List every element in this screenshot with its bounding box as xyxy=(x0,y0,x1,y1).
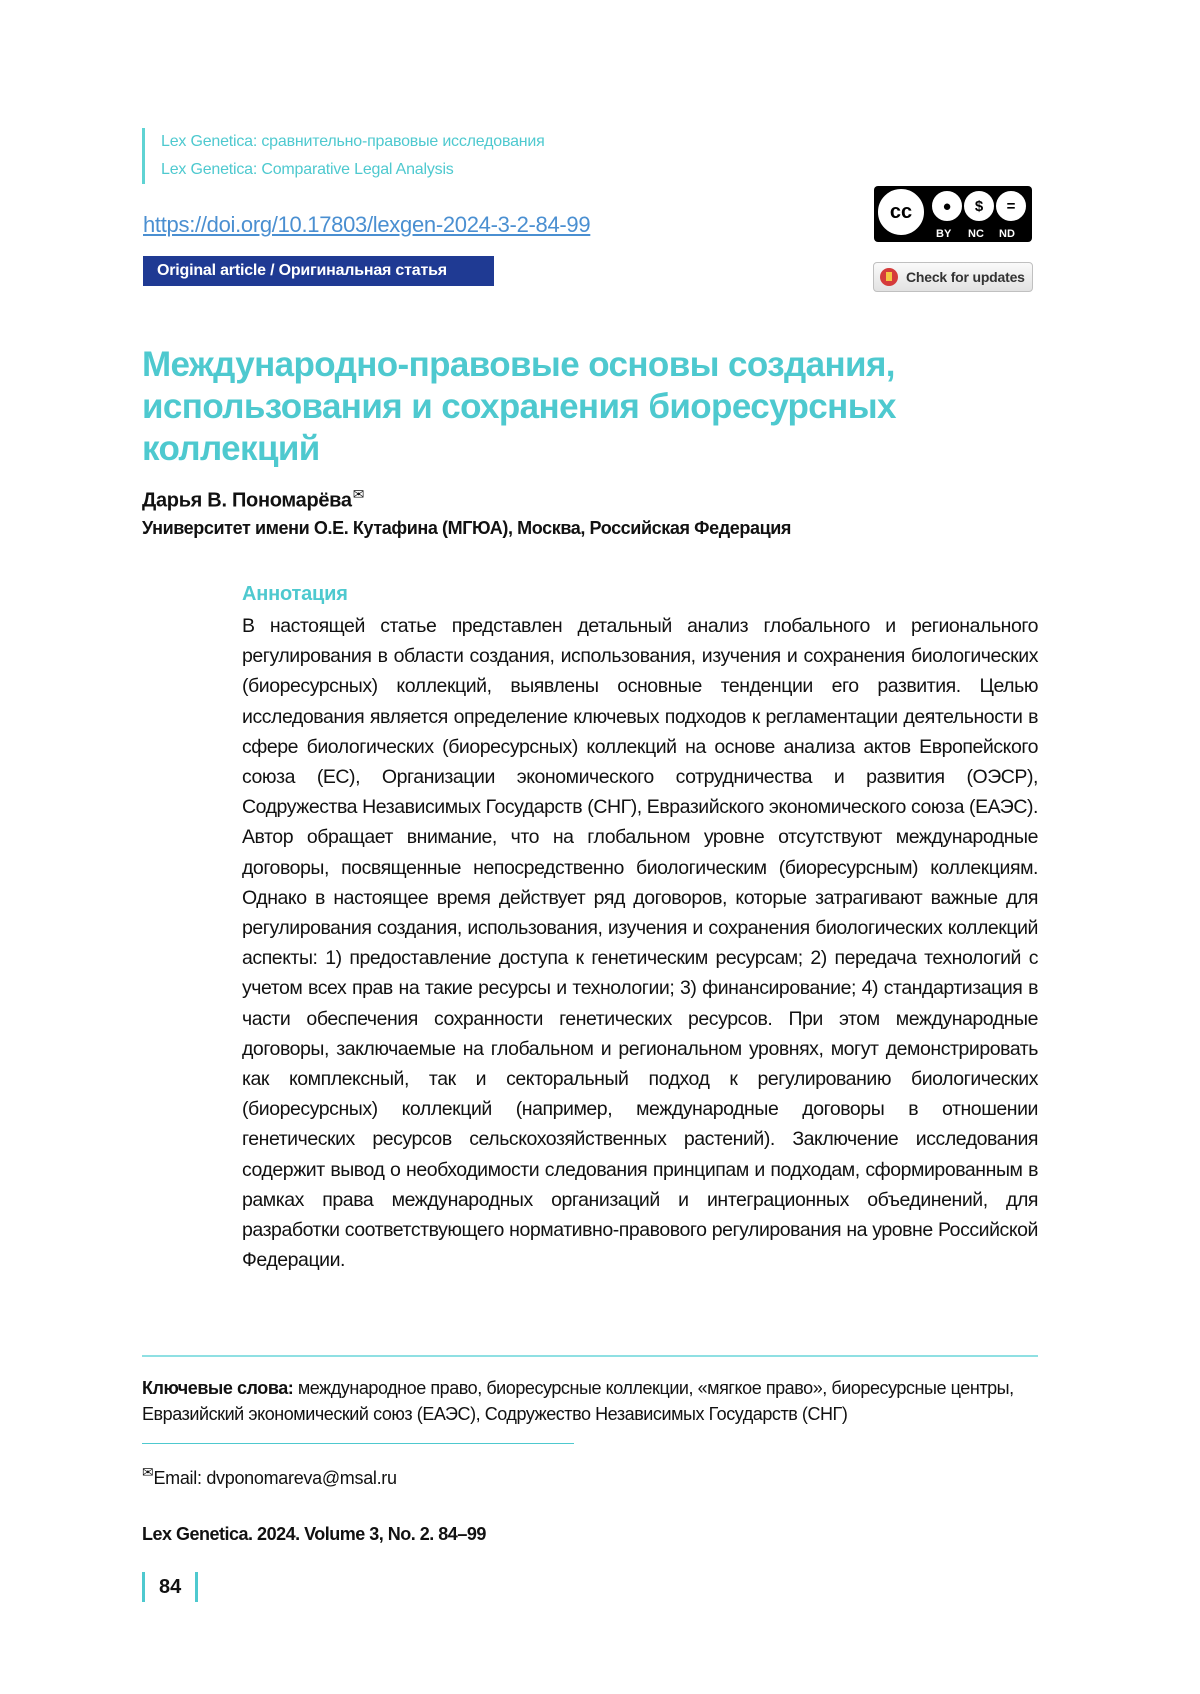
check-for-updates-label: Check for updates xyxy=(906,269,1025,285)
author xyxy=(142,486,364,513)
cc-license-badge[interactable] xyxy=(874,186,1032,242)
keywords-label: Ключевые слова: xyxy=(142,1378,294,1398)
email-address[interactable]: Email: dvponomareva@msal.ru xyxy=(153,1468,397,1488)
license-nc: NC xyxy=(968,228,984,240)
citation: Lex Genetica. 2024. Volume 3, No. 2. 84–99 xyxy=(142,1524,486,1544)
article-type-banner: Original article / Оригинальная статья xyxy=(143,256,494,286)
check-for-updates-button[interactable] xyxy=(873,262,1033,292)
envelope-icon: ✉ xyxy=(352,486,365,502)
cc-icon: cc xyxy=(878,189,924,235)
article-title: Международно-правовые основы создания, использования и сохранения биоресурсных коллекций xyxy=(142,345,896,468)
doi-link[interactable]: https://doi.org/10.17803/lexgen-2024-3-2-84-99 xyxy=(143,212,591,237)
person-icon: ● xyxy=(932,191,962,221)
equals-icon: = xyxy=(996,191,1026,221)
footnote-divider xyxy=(142,1443,574,1444)
affiliation: Университет имени О.Е. Кутафина (МГЮА), Москва, Российская Федерация xyxy=(142,518,792,538)
journal-header xyxy=(142,128,545,184)
author-name: Дарья В. Пономарёва xyxy=(142,489,352,512)
keywords xyxy=(142,1375,1042,1427)
journal-name-ru: Lex Genetica: сравнительно-правовые исследования xyxy=(161,133,545,150)
journal-name-en: Lex Genetica: Comparative Legal Analysis xyxy=(161,161,454,178)
license-by: BY xyxy=(936,228,952,240)
page-number: 84 xyxy=(142,1572,198,1602)
abstract-text: В настоящей статье представлен детальный анализ глобального и регионального регулирования в области создания, использования, изучения и сохранения биологических (биоресурсных) коллекций, выявлены основные тенденции его развития. Целью исследования является определение ключевых подходов к регламентации деятельности в сфере биологических (биоресурсных) коллекций на основе анализа актов Европейского союза (ЕС), Организации экономического сотрудничества и развития (ОЭСР), Содружества Независимых Государств (СНГ), Евразийского экономического союза (ЕАЭС). Автор обращает внимание, что на глобальном уровне отсутствуют международные договоры, посвященные непосредственно биологическим (биоресурсным) коллекциям. Однако в настоящее время действует ряд договоров, которые затрагивают важные для регулирования создания, использования, изучения и сохранения биологических коллекций аспекты: 1) предоставление доступа к генетическим ресурсам; 2) передача технологий с учетом всех прав на такие ресурсы и технологии; 3) финансирование; 4) стандартизация в части обеспечения сохранности генетических ресурсов. При этом международные договоры, заключаемые на глобальном и региональном уровнях, могут демонстрировать как комплексный, так и секторальный подход к регулированию биологических (биоресурсных) коллекций (например, международные договоры в отношении генетических ресурсов сельскохозяйственных растений). Заключение исследования содержит вывод о необходимости следования принципам и подходам, сформированным в рамках права международных организаций и интеграционных объединений, для разработки соответствующего нормативно-правового регулирования на уровне Российской Федерации. xyxy=(242,615,1038,1272)
divider xyxy=(142,1355,1038,1357)
no-dollar-icon: $ xyxy=(964,191,994,221)
keywords-text: международное право, биоресурсные коллекции, «мягкое право», биоресурсные центры, Евразийский экономический союз (ЕАЭС), Содружество Независимых Государств (СНГ) xyxy=(142,1378,1014,1424)
envelope-icon: ✉ xyxy=(142,1464,154,1480)
email-footnote xyxy=(142,1464,397,1489)
abstract-heading: Аннотация xyxy=(242,583,348,605)
crossmark-icon xyxy=(880,268,898,286)
license-nd: ND xyxy=(999,228,1015,240)
